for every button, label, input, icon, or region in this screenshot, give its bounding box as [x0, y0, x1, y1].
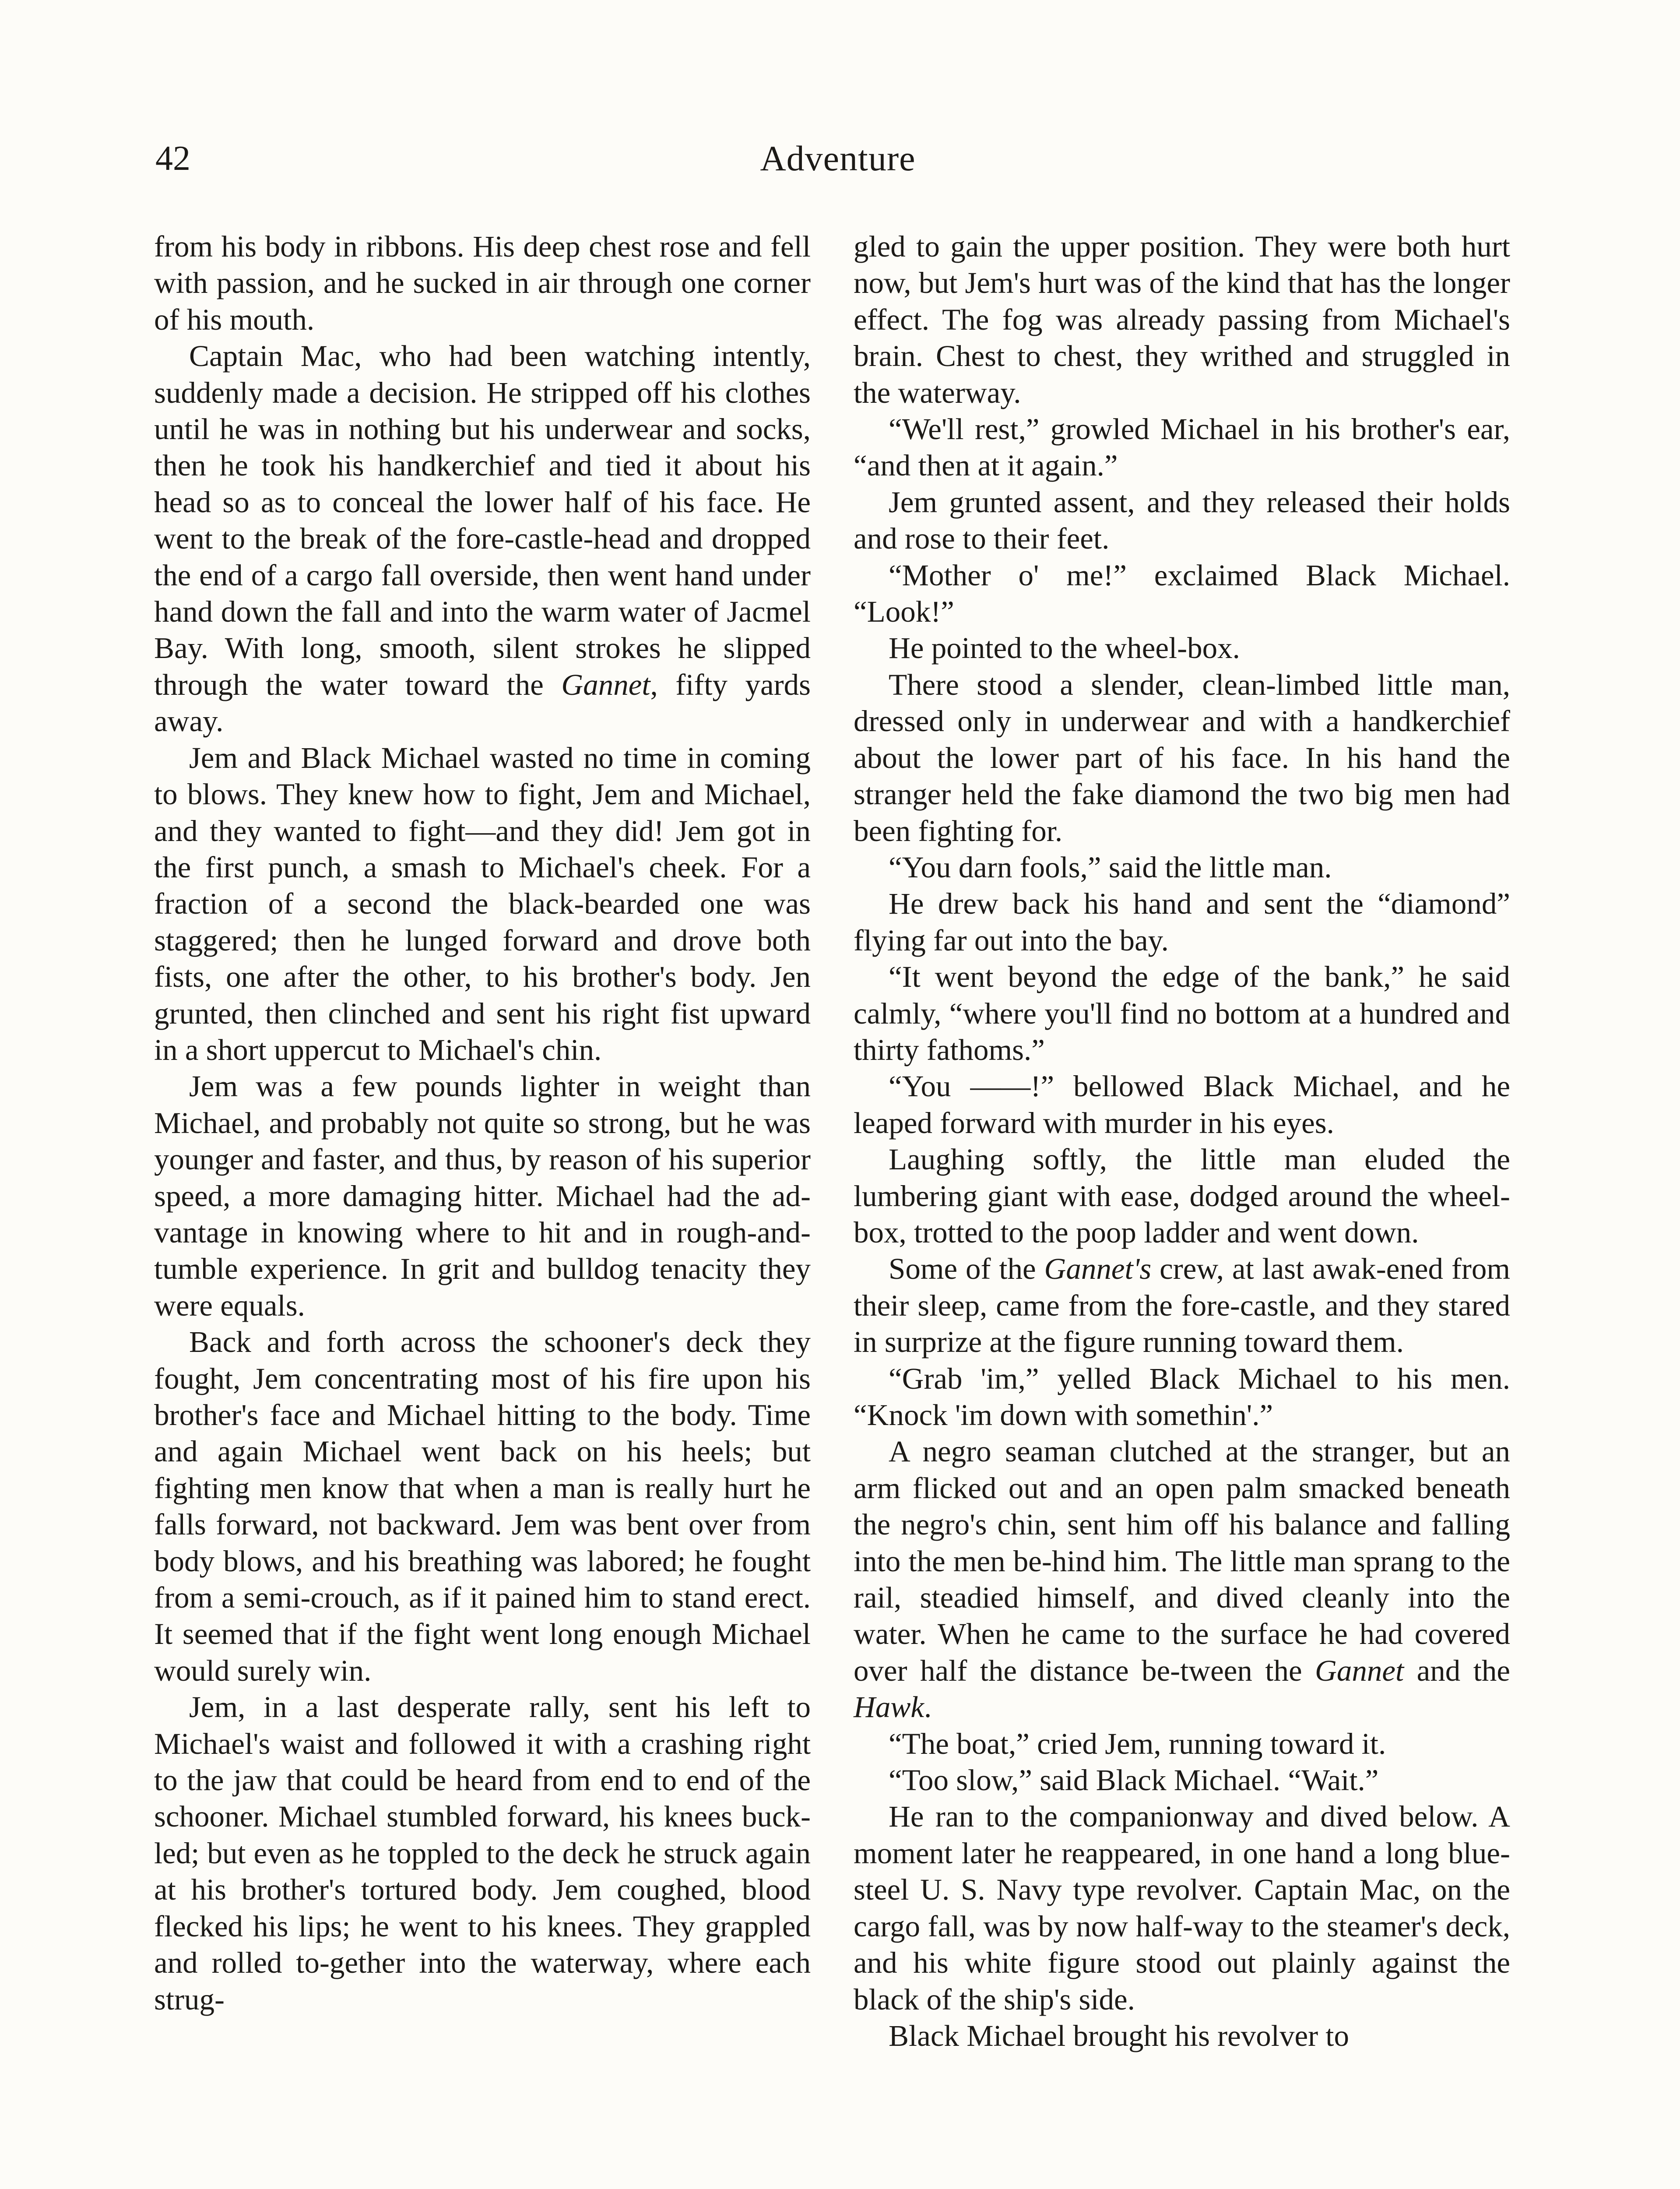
- paragraph-text: gled to gain the upper position. They were both hurt now, but Jem's hurt was of the kind that has the longer effect. The fog was already passing from Michael's brain. Chest to chest, they writhed and struggled in the waterway.: [854, 230, 1510, 409]
- paragraph-text: Captain Mac, who had been watching intently, suddenly made a decision. He stripped off his clothes until he was in nothing but his underwear and socks, then he took his handkerchief and tied it about his head so as to conceal the lower half of his face. He went to the break of the fore-castle-head and dropped the end of a cargo fall overside, then went hand under hand down the fall and into the warm water of Jacmel Bay. With long, smooth, silent strokes he slipped through the water toward the: [154, 339, 811, 701]
- italic-text: Hawk: [854, 1690, 924, 1724]
- paragraph-text: “It went beyond the edge of the bank,” he said calmly, “where you'll find no bottom at a hundred and thirty fathoms.”: [854, 960, 1510, 1066]
- paragraph-text: crew, at last awak-ened from their sleep, came from the fore-castle, and they stared in surprize at the figure running toward them.: [854, 1252, 1510, 1359]
- paragraph: [854, 1798, 1510, 2017]
- paragraph-text: Jem and Black Michael wasted no time in coming to blows. They knew how to fight, Jem and Michael, and they wanted to fight—and they did! Jem got in the first punch, a smash to Michael's cheek. For a fraction of a second the black-bearded one was staggered; then he lunged forward and drove both fists, one after the other, to his brother's body. Jen grunted, then clinched and sent his right fist upward in a short uppercut to Michael's chin.: [154, 741, 811, 1066]
- page-number: 42: [155, 139, 190, 178]
- paragraph: [854, 411, 1510, 484]
- paragraph: [854, 484, 1510, 557]
- paragraph: [154, 740, 811, 1069]
- paragraph-text: Laughing softly, the little man eluded the lumbering giant with ease, dodged around the wheel-box, trotted to the poop ladder and went down.: [854, 1143, 1510, 1249]
- italic-text: Gannet: [561, 668, 650, 701]
- paragraph-text: “Too slow,” said Black Michael. “Wait.”: [889, 1763, 1379, 1797]
- paragraph: [854, 1068, 1510, 1141]
- italic-text: Gannet's: [1044, 1252, 1152, 1286]
- italic-text: Gannet: [1315, 1654, 1404, 1687]
- paragraph-text: “Grab 'im,” yelled Black Michael to his men. “Knock 'im down with somethin'.”: [854, 1362, 1510, 1432]
- paragraph: [854, 1433, 1510, 1725]
- paragraph-text: There stood a slender, clean-limbed little man, dressed only in underwear and with a handkerchief about the lower part of his face. In his hand the stranger held the fake diamond the two big men had been fighting for.: [854, 668, 1510, 848]
- paragraph-text: Black Michael brought his revolver to: [889, 2019, 1349, 2052]
- paragraph-text: He ran to the companionway and dived below. A moment later he reappeared, in one hand a long blue-steel U. S. Navy type revolver. Captain Mac, on the cargo fall, was by now half-way to the steamer's deck, and his white figure stood out plainly against the black of the ship's side.: [854, 1800, 1510, 2016]
- paragraph: [854, 1762, 1510, 1798]
- paragraph: [154, 229, 811, 338]
- paragraph-text: Jem was a few pounds lighter in weight than Michael, and probably not quite so strong, but he was younger and faster, and thus, by reason of his superior speed, a more damaging hitter. Michael had the ad-vantage in knowing where to hit and in rough-and-tumble experience. In grit and bulldog tenacity they were equals.: [154, 1070, 811, 1322]
- paragraph: [854, 1141, 1510, 1251]
- paragraph: [154, 1689, 811, 2018]
- paragraph: [854, 667, 1510, 849]
- paragraph-text: “You ——!” bellowed Black Michael, and he leaped forward with murder in his eyes.: [854, 1070, 1510, 1140]
- paragraph-text: Jem, in a last desperate rally, sent his left to Michael's waist and followed it with a crashing right to the jaw that could be heard from end to end of the schooner. Michael stumbled forward, his knees buck-led; but even as he toppled to the deck he struck again at his brother's tortured body. Jem coughed, blood flecked his lips; he went to his knees. They grappled and rolled to-gether into the waterway, where each strug-: [154, 1690, 811, 2016]
- paragraph: [854, 849, 1510, 886]
- paragraph: [154, 338, 811, 739]
- paragraph-text: “We'll rest,” growled Michael in his brother's ear, “and then at it again.”: [854, 412, 1510, 482]
- paragraph-text: Jem grunted assent, and they released their holds and rose to their feet.: [854, 485, 1510, 556]
- text-column-left: [154, 229, 811, 2018]
- paragraph-text: “The boat,” cried Jem, running toward it.: [889, 1727, 1386, 1760]
- paragraph-text: A negro seaman clutched at the stranger, but an arm flicked out and an open palm smacked beneath the negro's chin, sent him off his balance and falling into the men be-hind him. The little man sprang to the rail, steadied himself, and dived cleanly into the water. When he came to the surface he had covered over half the distance be-tween the: [854, 1435, 1510, 1687]
- paragraph-text: .: [924, 1690, 932, 1724]
- paragraph: [854, 959, 1510, 1068]
- paragraph: [154, 1068, 811, 1324]
- paragraph-text: He pointed to the wheel-box.: [889, 631, 1240, 665]
- page-header: [155, 137, 1520, 189]
- paragraph: [854, 229, 1510, 411]
- paragraph: [854, 886, 1510, 959]
- paragraph-text: “You darn fools,” said the little man.: [889, 850, 1332, 884]
- running-title: Adventure: [760, 138, 916, 178]
- paragraph: [854, 557, 1510, 630]
- paragraph-text: and the: [1404, 1654, 1510, 1687]
- paragraph-text: from his body in ribbons. His deep chest rose and fell with passion, and he sucked in air through one corner of his mouth.: [154, 230, 811, 336]
- paragraph: [854, 1361, 1510, 1434]
- paragraph: [154, 1324, 811, 1689]
- paragraph: [854, 1251, 1510, 1360]
- paragraph-text: Some of the: [889, 1252, 1044, 1286]
- paragraph: [854, 630, 1510, 666]
- paragraph-text: “Mother o' me!” exclaimed Black Michael. “Look!”: [854, 558, 1510, 629]
- text-column-right: [854, 229, 1510, 2054]
- paragraph: [854, 1726, 1510, 1762]
- paragraph-text: He drew back his hand and sent the “diamond” flying far out into the bay.: [854, 887, 1510, 957]
- paragraph-text: Back and forth across the schooner's deck they fought, Jem concentrating most of his fire upon his brother's face and Michael hitting to the body. Time and again Michael went back on his heels; but fighting men know that when a man is really hurt he falls forward, not backward. Jem was bent over from body blows, and his breathing was labored; he fought from a semi-crouch, as if it pained him to stand erect. It seemed that if the fight went long enough Michael would surely win.: [154, 1325, 811, 1687]
- paragraph-text: , fifty yards away.: [154, 668, 811, 738]
- paragraph: [854, 2018, 1510, 2054]
